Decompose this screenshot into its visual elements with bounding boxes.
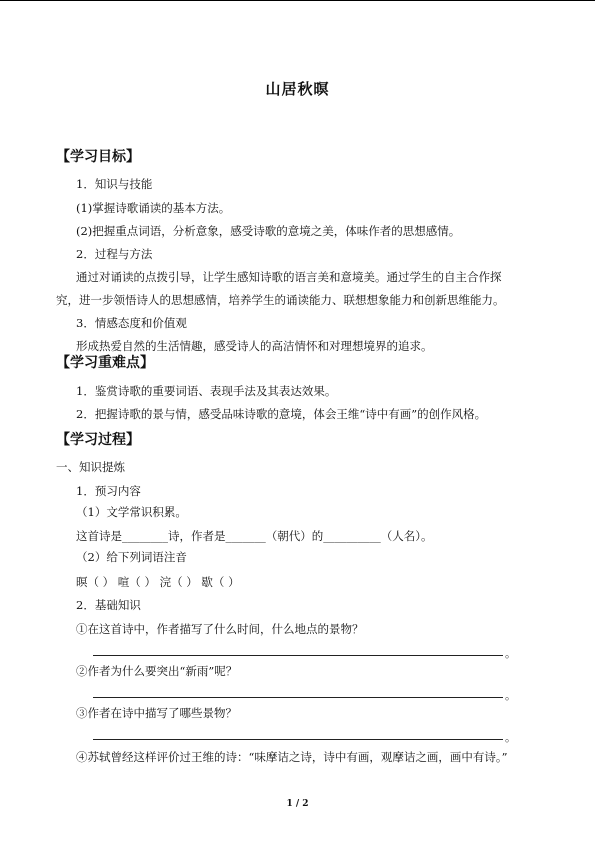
process-line: 一、知识提炼: [56, 460, 125, 474]
goals-line: (1)掌握诗歌诵读的基本方法。: [76, 201, 231, 215]
answer-line-3[interactable]: [93, 739, 503, 740]
goals-line: (2)把握重点词语，分析意象，感受诗歌的意境之美，体味作者的思想感情。: [76, 224, 461, 238]
goals-line: 3．情感态度和价值观: [76, 316, 187, 330]
goals-line: 形成热爱自然的生活情趣，感受诗人的高洁情怀和对理想境界的追求。: [76, 339, 433, 353]
answer-line-1[interactable]: [93, 655, 503, 656]
goals-line: 究，进一步领悟诗人的思想感情，培养学生的诵读能力、联想想象能力和创新思维能力。: [56, 293, 505, 307]
page-number: 1 / 2: [286, 799, 309, 809]
question-1: ①在这首诗中，作者描写了什么时间，什么地点的景物？: [76, 622, 364, 636]
answer-period: 。: [505, 731, 516, 744]
fill-in-blank-line[interactable]: 这首诗是________诗，作者是_______（朝代）的__________（人名）。: [76, 529, 433, 543]
goals-line: 通过对诵读的点拨引导，让学生感知诗歌的语言美和意境美。通过学生的自主合作探: [76, 270, 502, 284]
question-3: ③作者在诗中描写了哪些景物？: [76, 706, 237, 720]
page-title: 山居秋暝: [265, 80, 330, 98]
section-heading-process: 【学习过程】: [56, 432, 140, 448]
process-line: 1．预习内容: [76, 484, 141, 498]
answer-period: 。: [505, 647, 516, 660]
key-line: 1．鉴赏诗歌的重要词语、表现手法及其表达效果。: [76, 384, 337, 398]
question-2: ②作者为什么要突出“新雨”呢？: [76, 664, 238, 678]
answer-line-2[interactable]: [93, 697, 503, 698]
process-line: 2．基础知识: [76, 598, 141, 612]
answer-period: 。: [505, 689, 516, 702]
section-heading-key-points: 【学习重难点】: [56, 355, 154, 371]
goals-line: 1．知识与技能: [76, 177, 153, 191]
key-line: 2．把握诗歌的景与情，感受品味诗歌的意境，体会王维“诗中有画”的创作风格。: [76, 407, 487, 421]
process-line: （2）给下列词语注音: [76, 550, 187, 564]
process-line: （1）文学常识积累。: [76, 505, 187, 519]
goals-line: 2．过程与方法: [76, 247, 153, 261]
top-rule: [0, 0, 595, 1]
question-4: ④苏轼曾经这样评价过王维的诗：“味摩诘之诗，诗中有画，观摩诘之画，画中有诗。”: [76, 750, 508, 764]
section-heading-goals: 【学习目标】: [56, 149, 140, 165]
pinyin-blanks-line[interactable]: 暝（ ） 喧（ ） 浣（ ） 歇（ ）: [76, 575, 240, 589]
